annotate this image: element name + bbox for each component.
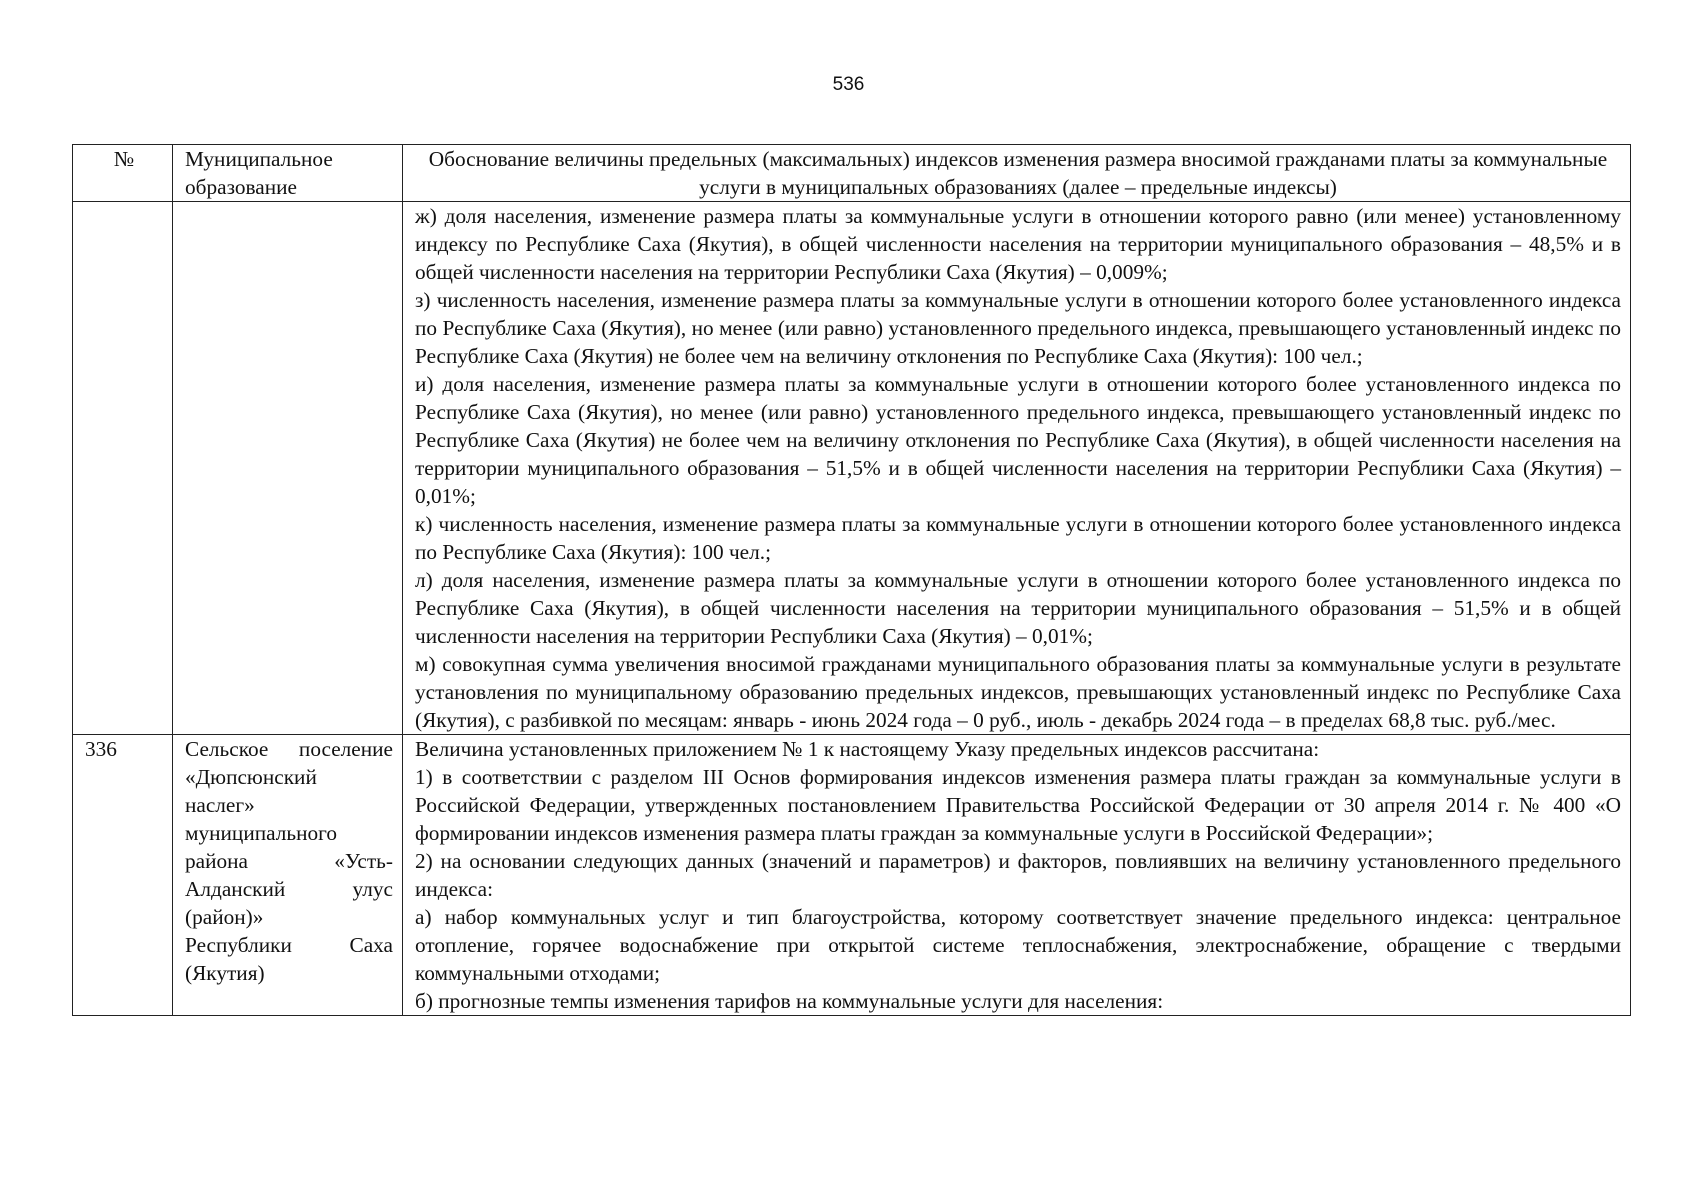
- municipality-line: муниципального: [185, 821, 337, 845]
- municipality-line: (район)»: [185, 905, 264, 929]
- page-number: 536: [832, 74, 865, 95]
- municipality-line: «Дюпсюнский: [185, 765, 317, 789]
- municipality-line: (Якутия): [185, 961, 265, 985]
- justification-paragraph: и) доля населения, изменение размера платы за коммунальные услуги в отношении которого более установленного индекса по Республике Саха (Якутия), но менее (или равно) установленного предельного индекса, превышающего установленный индекс по Республике Саха (Якутия) не более чем на величину отклонения по Республике Саха (Якутия), в общей численности населения на территории муниципального образования – 51,5% и в общей численности населения на территории Республики Саха (Якутия) – 0,01%;: [415, 372, 1621, 508]
- row-number: [73, 202, 173, 735]
- header-number: №: [73, 145, 173, 202]
- row-justification: [403, 202, 1631, 735]
- table-row: [73, 735, 1631, 1016]
- row-municipality: [173, 735, 403, 1016]
- header-municipality: Муниципальное образование: [173, 145, 403, 202]
- justification-paragraph: а) набор коммунальных услуг и тип благоустройства, которому соответствует значение предельного индекса: центральное отопление, горячее водоснабжение при открытой системе теплоснабжения, электроснабжение, обращение с твердыми коммунальными отходами;: [415, 905, 1621, 985]
- justification-paragraph: ж) доля населения, изменение размера платы за коммунальные услуги в отношении которого равно (или менее) установленному индексу по Республике Саха (Якутия), в общей численности населения на территории муниципального образования – 48,5% и в общей численности населения на территории Республики Саха (Якутия) – 0,009%;: [415, 204, 1621, 284]
- municipality-line: Республики Саха: [185, 933, 393, 957]
- municipality-line: Алданский улус: [185, 877, 393, 901]
- indices-table: [72, 144, 1631, 1016]
- justification-paragraph: б) прогнозные темпы изменения тарифов на коммунальные услуги для населения:: [415, 989, 1164, 1013]
- justification-paragraph: 1) в соответствии с разделом III Основ формирования индексов изменения размера платы граждан за коммунальные услуги в Российской Федерации, утвержденных постановлением Правительства Российской Федерации от 30 апреля 2014 г. № 400 «О формировании индексов изменения размера платы граждан за коммунальные услуги в Российской Федерации»;: [415, 765, 1621, 845]
- municipality-line: района «Усть-: [185, 849, 393, 873]
- justification-paragraph: 2) на основании следующих данных (значений и параметров) и факторов, повлиявших на величину установленного предельного индекса:: [415, 849, 1621, 901]
- table-row: [73, 202, 1631, 735]
- row-number: 336: [73, 735, 173, 1016]
- table-header-row: [73, 145, 1631, 202]
- justification-paragraph: л) доля населения, изменение размера платы за коммунальные услуги в отношении которого более установленного индекса по Республике Саха (Якутия), в общей численности населения на территории муниципального образования – 51,5% и в общей численности населения на территории Республики Саха (Якутия) – 0,01%;: [415, 568, 1621, 648]
- table-body: [73, 202, 1631, 1016]
- municipality-line: наслег»: [185, 793, 255, 817]
- justification-paragraph: з) численность населения, изменение размера платы за коммунальные услуги в отношении которого более установленного индекса по Республике Саха (Якутия), но менее (или равно) установленного предельного индекса, превышающего установленный индекс по Республике Саха (Якутия) не более чем на величину отклонения по Республике Саха (Якутия): 100 чел.;: [415, 288, 1621, 368]
- row-municipality: [173, 202, 403, 735]
- header-justification: Обоснование величины предельных (максимальных) индексов изменения размера вносимой гражданами платы за коммунальные услуги в муниципальных образованиях (далее – предельные индексы): [403, 145, 1631, 202]
- justification-paragraph: м) совокупная сумма увеличения вносимой гражданами муниципального образования платы за коммунальные услуги в результате установления по муниципальному образованию предельных индексов, превышающих установленный индекс по Республике Саха (Якутия), с разбивкой по месяцам: январь - июнь 2024 года – 0 руб., июль - декабрь 2024 года – в пределах 68,8 тыс. руб./мес.: [415, 652, 1621, 732]
- municipality-line: Сельское поселение: [185, 737, 393, 761]
- justification-paragraph: Величина установленных приложением № 1 к настоящему Указу предельных индексов рассчитана:: [415, 737, 1320, 761]
- justification-paragraph: к) численность населения, изменение размера платы за коммунальные услуги в отношении которого более установленного индекса по Республике Саха (Якутия): 100 чел.;: [415, 512, 1621, 564]
- row-justification: [403, 735, 1631, 1016]
